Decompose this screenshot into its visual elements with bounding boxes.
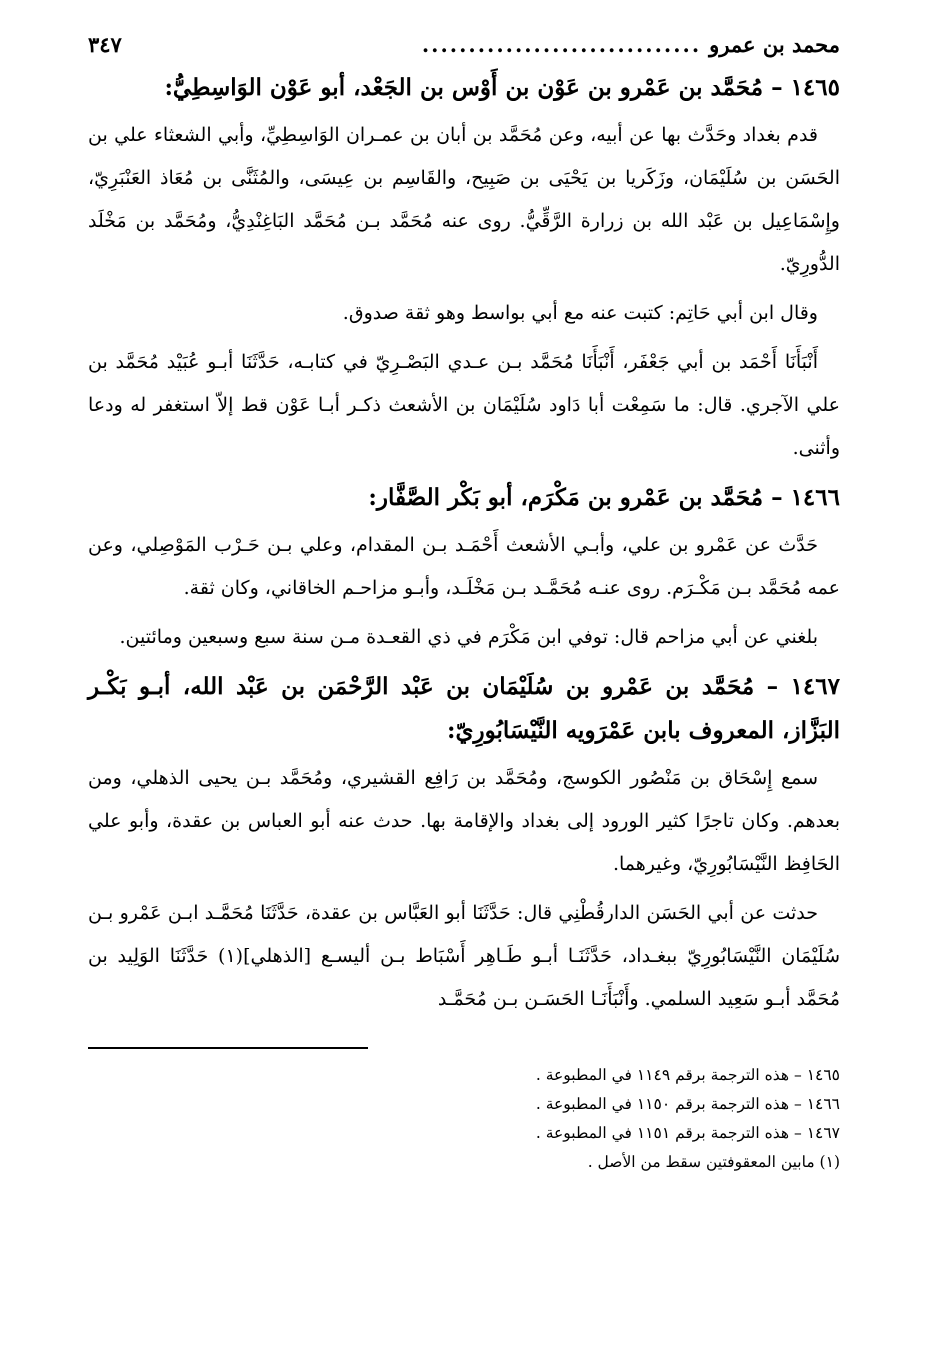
page-number: ٣٤٧ — [88, 32, 122, 57]
entry-title: ١٤٦٧ – مُحَمَّد بن عَمْرو بن سُلَيْمَان بن عَبْد الرَّحْمَن بن عَبْد الله، أبـو بَكْـر البَزَّاز، المعروف بابن عَمْرَويه النَّيْسَابُورِيّ: — [88, 673, 840, 744]
paragraph: وقال ابن أبي حَاتِم: كتبت عنه مع أبي بواسط وهو ثقة صدوق. — [342, 302, 818, 324]
dot-leader: .............................. — [421, 32, 702, 57]
paragraph: أَنْبَأَنَا أَحْمَد بن أبي جَعْفَر، أَنْبَأَنَا مُحَمَّد بـن عـدي البَصْـرِيّ في كتابـه، حَدَّثَنَا أبـو عُبَيْد مُحَمَّد بن علي الآجري. قال: ما سَمِعْت أبا دَاود سُلَيْمَان بن الأشعث ذكـر أبـا عَوْن قط إلاّ استغفر له ودعا وأثنى. — [88, 351, 840, 459]
running-header — [88, 30, 840, 66]
footnote-separator — [88, 1047, 368, 1049]
paragraph: حَدَّث عن عَمْرو بن علي، وأبـي الأشعث أَحْمَـد بـن المقدام، وعلي بـن حَـرْب المَوْصِلي، وعن عمه مُحَمَّد بـن مَكْـرَم. روى عنـه مُحَمَّـد بـن مَخْلَـد، وأبـو مزاحـم الخاقاني، وكان ثقة. — [88, 534, 840, 599]
entry-1467 — [88, 665, 840, 1021]
page — [88, 30, 840, 1177]
footnotes — [88, 1061, 840, 1177]
paragraph: سمع إِسْحَاق بن مَنْصُور الكوسج، ومُحَمَّد بن رَافِع القشيري، ومُحَمَّد بـن يحيى الذهلي، ومن بعدهم. وكان تاجرًا كثير الورود إلى بغداد والإقامة بها. حدث عنه أبو العباس بن عقدة، وأبو علي الحَافِظ النَّيْسَابُورِيّ، وغيرهما. — [88, 767, 840, 875]
entry-title: ١٤٦٦ – مُحَمَّد بن عَمْرو بن مَكْرَم، أبو بَكْر الصَّفَّار: — [368, 484, 840, 511]
entry-1466 — [88, 476, 840, 659]
entry-title: ١٤٦٥ – مُحَمَّد بن عَمْرو بن عَوْن بن أَوْس بن الجَعْد، أبو عَوْن الوَاسِطِيُّ: — [164, 74, 840, 101]
running-title: محمد بن عمرو — [709, 32, 840, 57]
paragraph: بلغني عن أبي مزاحم قال: توفي ابن مَكْرَم في ذي القعـدة مـن سنة سبع وسبعين ومائتين. — [119, 626, 818, 648]
paragraph: حدثت عن أبي الحَسَن الدارقُطْنِي قال: حَدَّثَنَا أبو العَبَّاس بن عقدة، حَدَّثَنَا مُحَمَّـد ابـن عَمْرو بـن سُلَيْمَان النَّيْسَابُورِيّ ببغـداد، حَدَّثَنَـا أبـو طَـاهِر أَسْبَاط بـن أليسـع [الذهلي](١) حَدَّثَنَا الوَلِيد بن مُحَمَّد أبـو سَعِيد السلمي. وأَنْبَأَنَـا الحَسَـن بـن مُحَمَّـد — [88, 902, 840, 1010]
paragraph: قدم بغداد وحَدَّث بها عن أبيه، وعن مُحَمَّد بن أبان بن عمـران الوَاسِطِيِّ، وأبي الشعثاء علي بن الحَسَن بن سُلَيْمَان، وزَكَريا بن يَحْيَى بن صَبِيح، والقَاسِم بن عِيسَى، والمُثَنَّى بن مُعَاذ العَنْبَرِيّ، وإِسْمَاعِيل بن عَبْد الله بن زرارة الرَّقِّيُّ. روى عنه مُحَمَّد بـن مُحَمَّد البَاغِنْدِيُّ، ومُحَمَّد بن مَخْلَد الدُّورِيّ. — [88, 124, 840, 275]
footnote: (١) مابين المعقوفتين سقط من الأصل . — [587, 1153, 840, 1171]
footnote: ١٤٦٧ – هذه الترجمة برقم ١١٥١ في المطبوعة . — [535, 1124, 840, 1142]
entry-1465 — [88, 66, 840, 470]
footnote: ١٤٦٦ – هذه الترجمة برقم ١١٥٠ في المطبوعة . — [535, 1095, 840, 1113]
footnote: ١٤٦٥ – هذه الترجمة برقم ١١٤٩ في المطبوعة . — [535, 1066, 840, 1084]
